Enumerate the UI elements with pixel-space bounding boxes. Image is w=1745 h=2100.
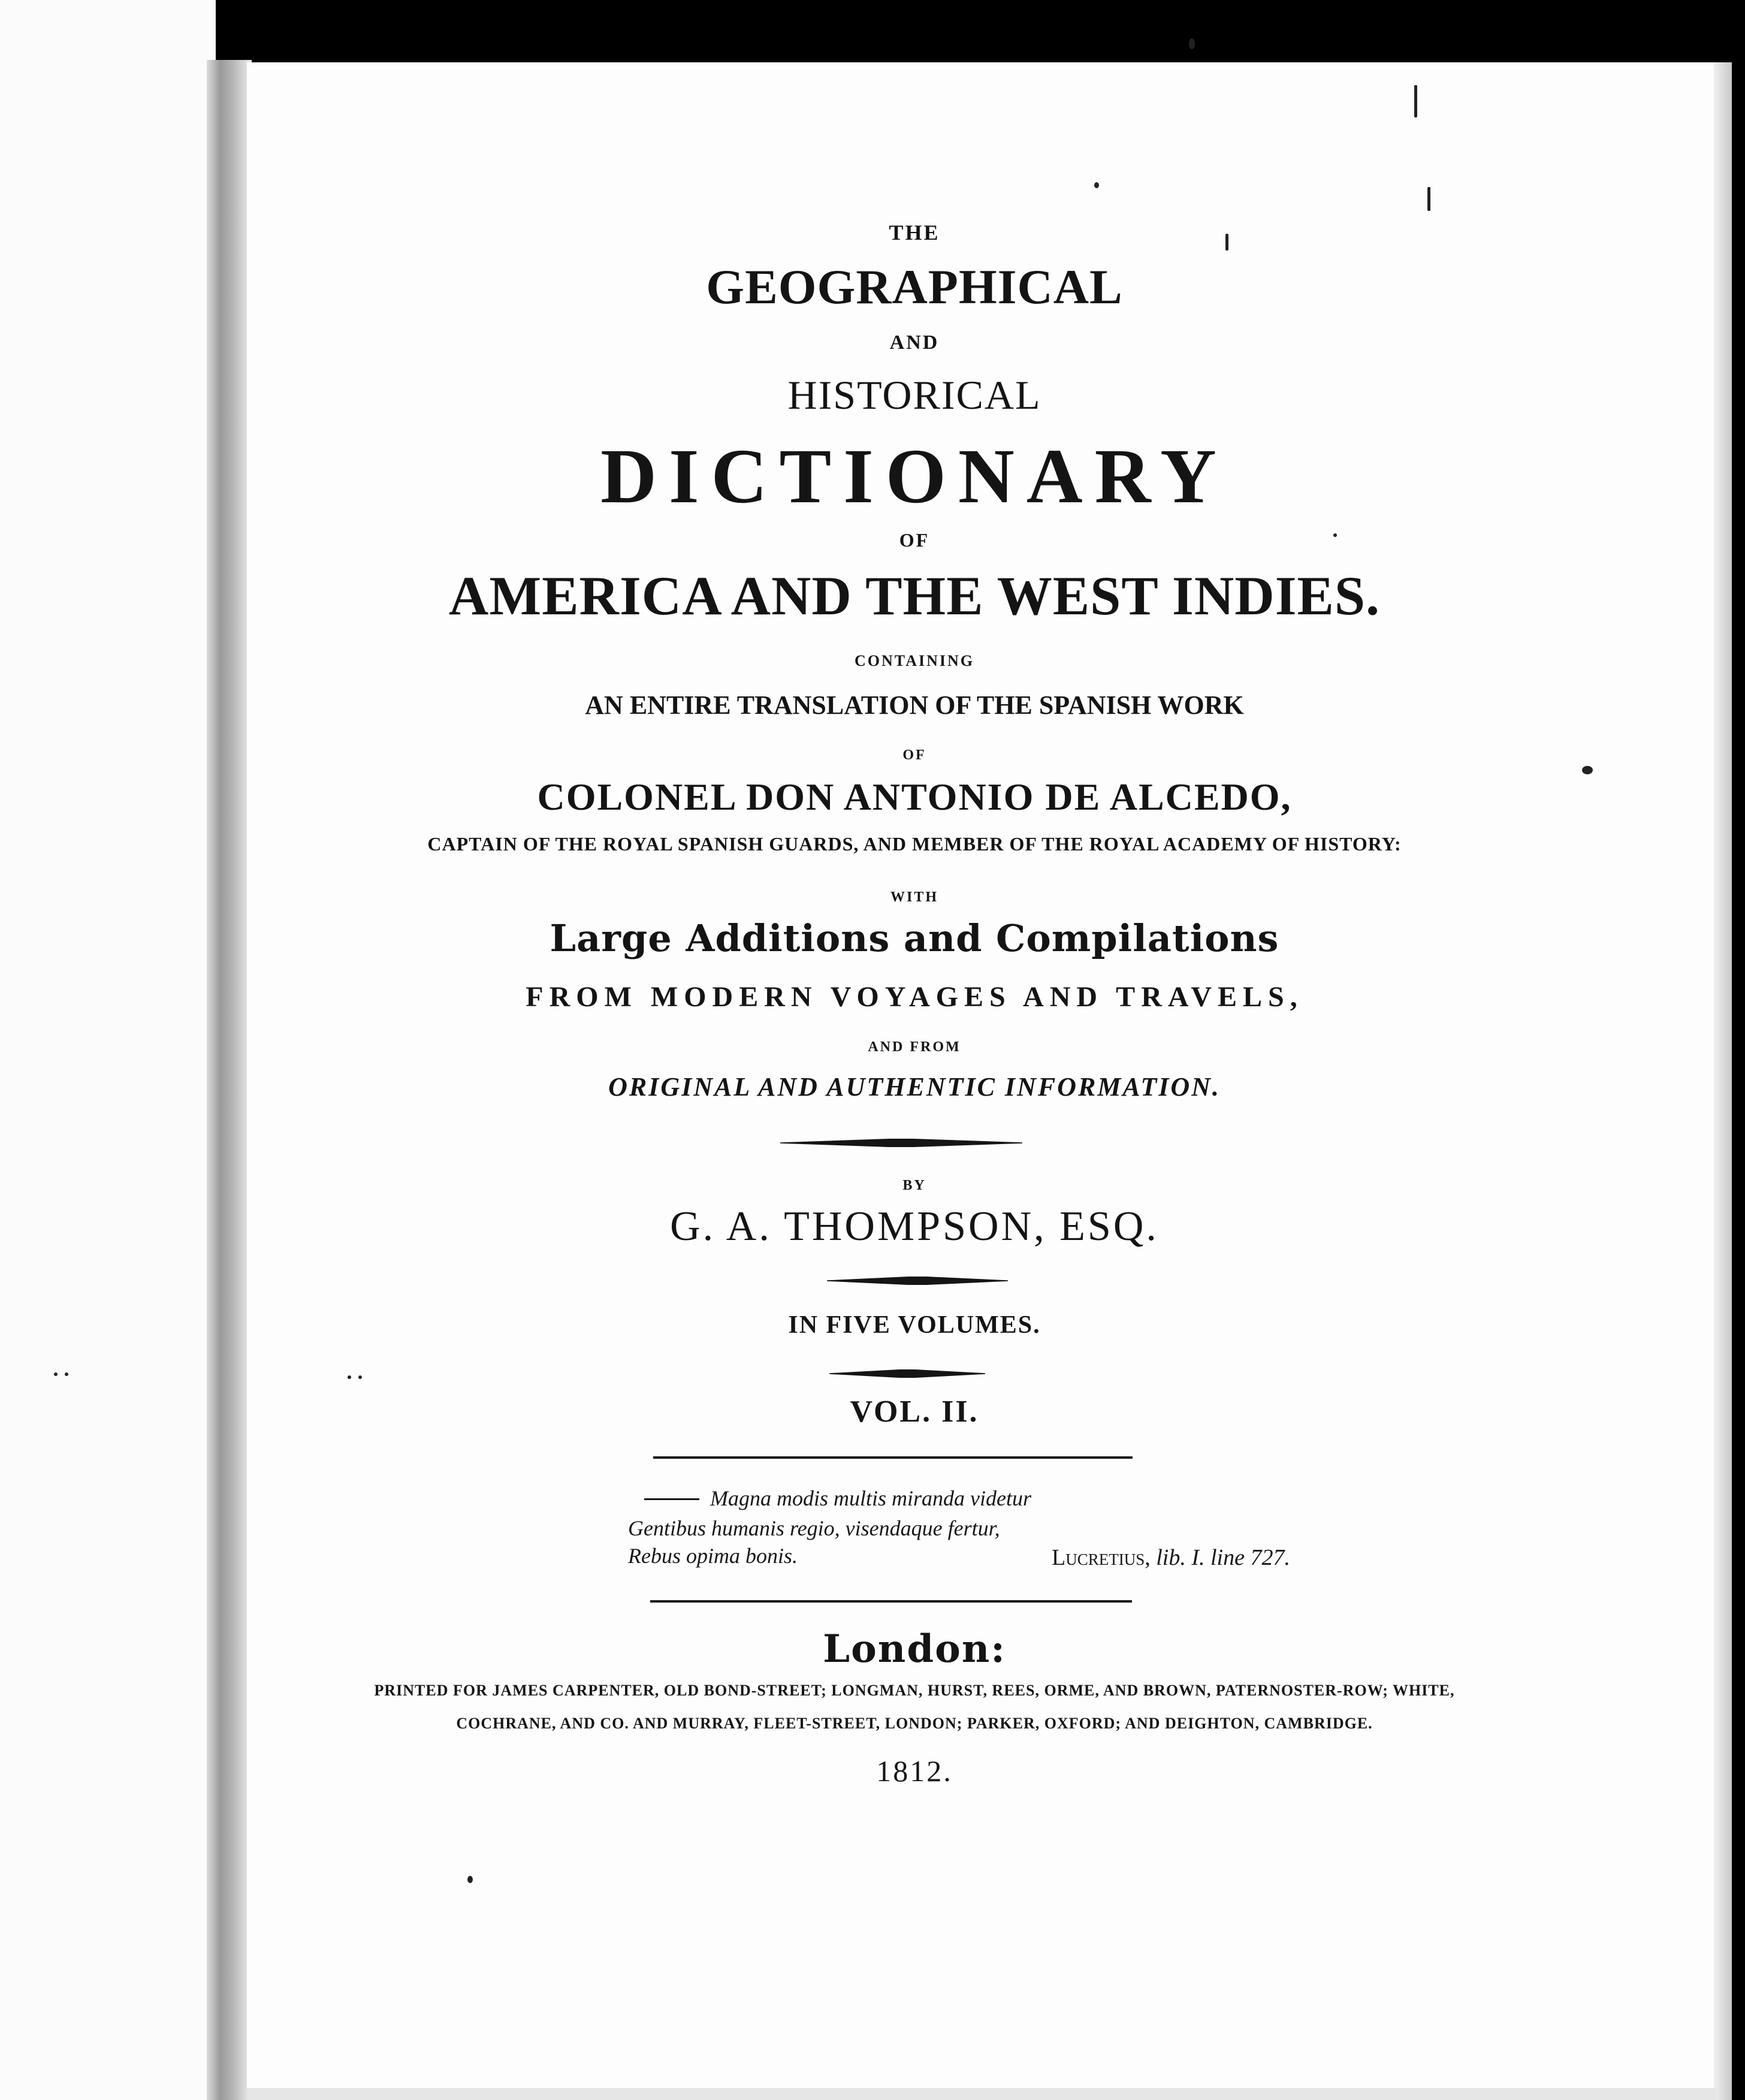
epigraph-attribution [1052,1546,1290,1569]
ink-speck [65,1372,68,1376]
voyages-line: FROM MODERN VOYAGES AND TRAVELS, [526,981,1303,1013]
volume-number: VOL. II. [850,1395,979,1429]
original-author-name: COLONEL DON ANTONIO DE ALCEDO, [537,776,1292,818]
containing-label: CONTAINING [855,652,974,669]
by-label: BY [902,1178,926,1193]
title-america: AMERICA AND THE WEST INDIES. [448,565,1381,626]
title-historical: HISTORICAL [787,372,1041,418]
of-label: OF [902,747,926,763]
epigraph-top-rule [653,1456,1133,1459]
imprint-publishers-line-2: COCHRANE, AND CO. AND MURRAY, FLEET-STREET, LONDON; PARKER, OXFORD; AND DEIGHTON, CAMBRIDGE. [456,1715,1373,1732]
additions-blackletter: Large Additions and Compilations [550,916,1279,960]
imprint-place: London: [823,1627,1006,1671]
ink-speck [1427,187,1430,211]
imprint-year: 1812. [876,1754,953,1788]
ink-speck [1582,766,1593,774]
title-of: OF [899,529,930,551]
left-page [0,0,216,2100]
book-gutter [207,60,252,2100]
epigraph-line-1: Magna modis multis miranda videtur [710,1486,1031,1510]
epigraph-line-2: Gentibus humanis regio, visendaque fertur, [628,1516,1000,1540]
title-geographical: GEOGRAPHICAL [706,260,1123,314]
epigraph-dash [644,1498,699,1500]
ink-speck [358,1375,362,1379]
ink-speck [1414,85,1417,117]
volumes-count: IN FIVE VOLUMES. [788,1311,1041,1339]
original-author-title: CAPTAIN OF THE ROYAL SPANISH GUARDS, AND MEMBER OF THE ROYAL ACADEMY OF HISTORY: [427,833,1402,855]
and-from-label: AND FROM [868,1039,961,1055]
original-information-line: ORIGINAL AND AUTHENTIC INFORMATION. [608,1072,1221,1102]
epigraph-reference: lib. I. line 727. [1156,1545,1290,1570]
ink-speck [348,1375,351,1379]
title-the: THE [889,221,940,245]
page-edge [1714,62,1732,2100]
ink-speck [1094,182,1099,188]
title-and: AND [889,331,940,354]
epigraph-author: Lucretius, [1052,1545,1151,1570]
title-dictionary: DICTIONARY [600,433,1228,520]
translation-line: AN ENTIRE TRANSLATION OF THE SPANISH WORK [585,690,1244,720]
imprint-publishers-line-1: PRINTED FOR JAMES CARPENTER, OLD BOND-STREET; LONGMAN, HURST, REES, ORME, AND BROWN, PATERNOSTER-ROW; WHITE, [374,1682,1455,1699]
page-bottom-edge [247,2088,1716,2100]
ink-speck [54,1372,58,1376]
epigraph-line-3: Rebus opima bonis. [628,1544,798,1568]
author-name: G. A. THOMPSON, ESQ. [670,1203,1159,1250]
epigraph-bottom-rule [650,1600,1132,1603]
ink-speck [1189,38,1195,49]
ink-speck [467,1876,473,1883]
with-label: WITH [890,889,938,905]
